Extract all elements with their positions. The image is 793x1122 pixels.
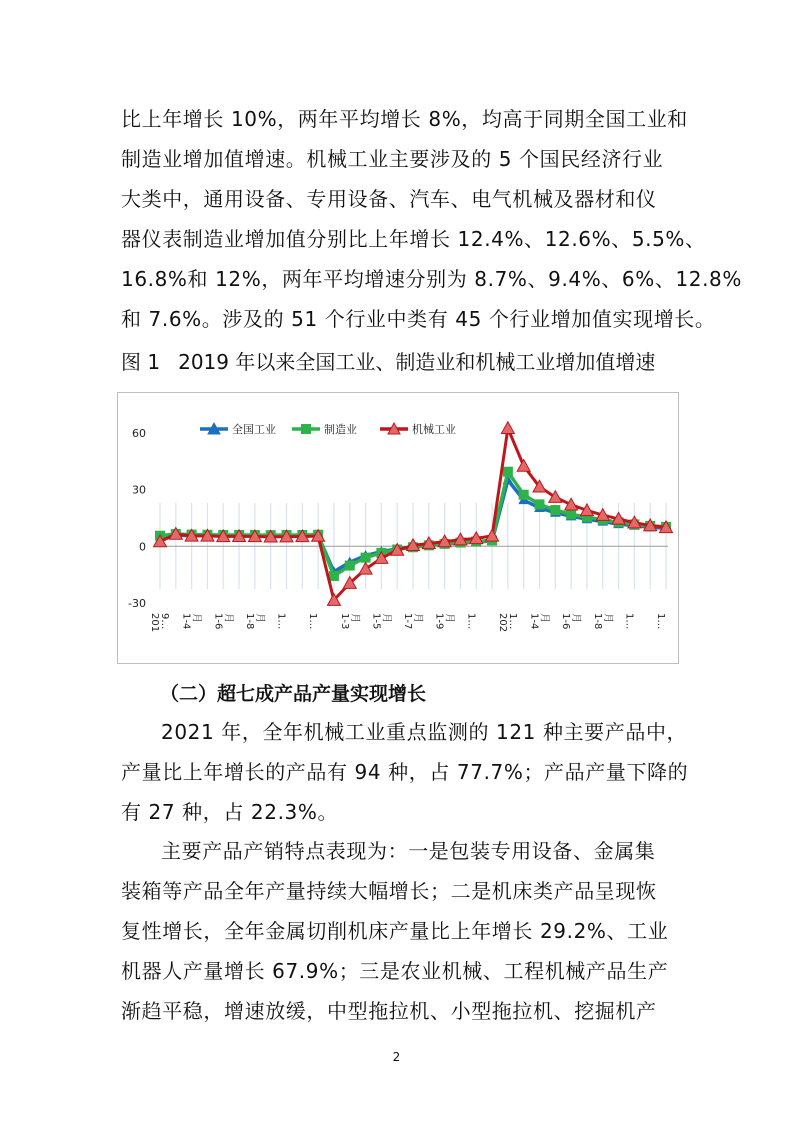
- x-tick-label: [307, 613, 318, 629]
- x-tick-label: [623, 613, 634, 629]
- x-tick-text: 1-3: [338, 613, 350, 630]
- x-tick-text: 1-6: [560, 613, 572, 630]
- x-tick-text: 月: [443, 613, 455, 623]
- data-point-square: [329, 571, 339, 581]
- chart-svg: [118, 393, 678, 663]
- data-point-square: [503, 467, 513, 477]
- x-tick-text: 月: [222, 613, 234, 623]
- x-tick-text: 月: [412, 613, 423, 623]
- x-tick-label: [592, 613, 614, 629]
- data-point-square: [550, 505, 560, 515]
- text-line: 16.8%和 12%，两年平均增速分别为 8.7%、9.4%、6%、12.8%: [121, 267, 742, 291]
- text-line: 大类中，通用设备、专用设备、汽车、电气机械及器材和仪: [121, 187, 657, 211]
- x-tick-label: [655, 613, 666, 629]
- x-tick-text: 1…: [275, 613, 287, 630]
- x-tick-text: 月: [570, 613, 582, 623]
- x-tick-text: 1-8: [591, 613, 603, 630]
- x-tick-text: 1…: [307, 613, 319, 630]
- x-tick-label: [149, 613, 170, 632]
- x-tick-text: 1…: [655, 613, 666, 630]
- data-point-square: [519, 490, 529, 500]
- x-tick-label: [529, 613, 551, 629]
- x-tick-text: 1-4: [180, 613, 192, 630]
- x-tick-text: 月: [253, 613, 265, 623]
- x-tick-text: 月: [601, 613, 613, 623]
- figure-title: [121, 342, 681, 382]
- text-line: 和 7.6%。涉及的 51 个行业中类有 45 个行业增加值实现增长。: [121, 307, 716, 331]
- x-tick-text: 201: [149, 613, 160, 633]
- intro-paragraph: [121, 99, 742, 339]
- x-tick-label: [402, 613, 424, 629]
- data-point-triangle: [501, 422, 514, 434]
- x-tick-label: [434, 613, 456, 629]
- section-heading: （二）超七成产品产量实现增长: [160, 683, 427, 705]
- text-line: 有 27 种，占 22.3%。: [121, 800, 339, 824]
- x-tick-text: 9…: [159, 613, 170, 630]
- x-tick-text: 月: [348, 613, 360, 623]
- text-line: 2021 年，全年机械工业重点监测的 121 种主要产品中，: [161, 720, 688, 744]
- x-tick-text: 1…: [465, 613, 477, 630]
- x-tick-text: 月: [538, 613, 550, 623]
- text-line: 机器人产量增长 67.9%；三是农业机械、工程机械产品生产: [121, 959, 669, 983]
- data-point-square: [361, 553, 371, 563]
- x-tick-label: [465, 613, 476, 629]
- y-tick-label: 30: [132, 483, 146, 497]
- x-tick-label: [560, 613, 582, 629]
- x-tick-text: 1…: [506, 613, 518, 630]
- x-tick-text: 1-4: [528, 613, 540, 630]
- page-number: 2: [392, 1050, 401, 1064]
- x-tick-text: 202: [496, 613, 508, 633]
- text-line: 产量比上年增长的产品有 94 种，占 77.7%；产品产量下降的: [121, 760, 689, 784]
- legend-label: 制造业: [324, 423, 357, 436]
- y-tick-label: -30: [128, 596, 146, 610]
- x-tick-text: 1-9: [433, 613, 445, 630]
- text-line: 复性增长，全年金属切削机床产量比上年增长 29.2%、工业: [121, 919, 669, 943]
- text-line: 制造业增加值增速。机械工业主要涉及的 5 个国民经济行业: [121, 147, 664, 171]
- x-tick-label: [212, 613, 234, 629]
- data-point-square: [566, 509, 576, 519]
- growth-chart: [117, 392, 679, 664]
- figure-caption: 2019 年以来全国工业、制造业和机械工业增加值增速: [178, 350, 656, 374]
- data-point-square: [535, 499, 545, 509]
- legend-label: 全国工业: [232, 423, 276, 436]
- legend-label: 机械工业: [412, 423, 456, 436]
- x-tick-text: 1-5: [370, 613, 382, 630]
- y-tick-label: 0: [139, 540, 146, 554]
- text-line: 装箱等产品全年产量持续大幅增长；二是机床类产品呈现恢: [121, 879, 657, 903]
- legend-marker: [301, 424, 311, 434]
- data-point-square: [345, 561, 355, 571]
- x-tick-text: 月: [380, 613, 392, 623]
- x-tick-text: 1-7: [402, 613, 413, 630]
- x-tick-label: [370, 613, 392, 629]
- data-point-triangle: [517, 460, 530, 472]
- text-line: 器仪表制造业增加值分别比上年增长 12.4%、12.6%、5.5%、: [121, 227, 706, 251]
- output-paragraph: [121, 712, 689, 832]
- text-line: 主要产品产销特点表现为：一是包装专用设备、金属集: [161, 839, 656, 863]
- x-tick-label: [497, 613, 518, 632]
- x-tick-label: [181, 613, 203, 629]
- x-tick-text: 1-8: [243, 613, 255, 630]
- x-tick-text: 1…: [623, 613, 635, 630]
- text-line: 渐趋平稳，增速放缓，中型拖拉机、小型拖拉机、挖掘机产: [121, 999, 657, 1023]
- x-tick-label: [276, 613, 287, 629]
- x-tick-text: 月: [190, 613, 202, 623]
- features-paragraph: [121, 831, 674, 1031]
- y-tick-label: 60: [132, 426, 146, 440]
- text-line: 比上年增长 10%，两年平均增长 8%，均高于同期全国工业和: [121, 107, 688, 131]
- x-tick-text: 1-6: [212, 613, 224, 630]
- x-tick-label: [244, 613, 266, 629]
- figure-number: 图 1: [121, 350, 161, 374]
- x-tick-label: [339, 613, 361, 629]
